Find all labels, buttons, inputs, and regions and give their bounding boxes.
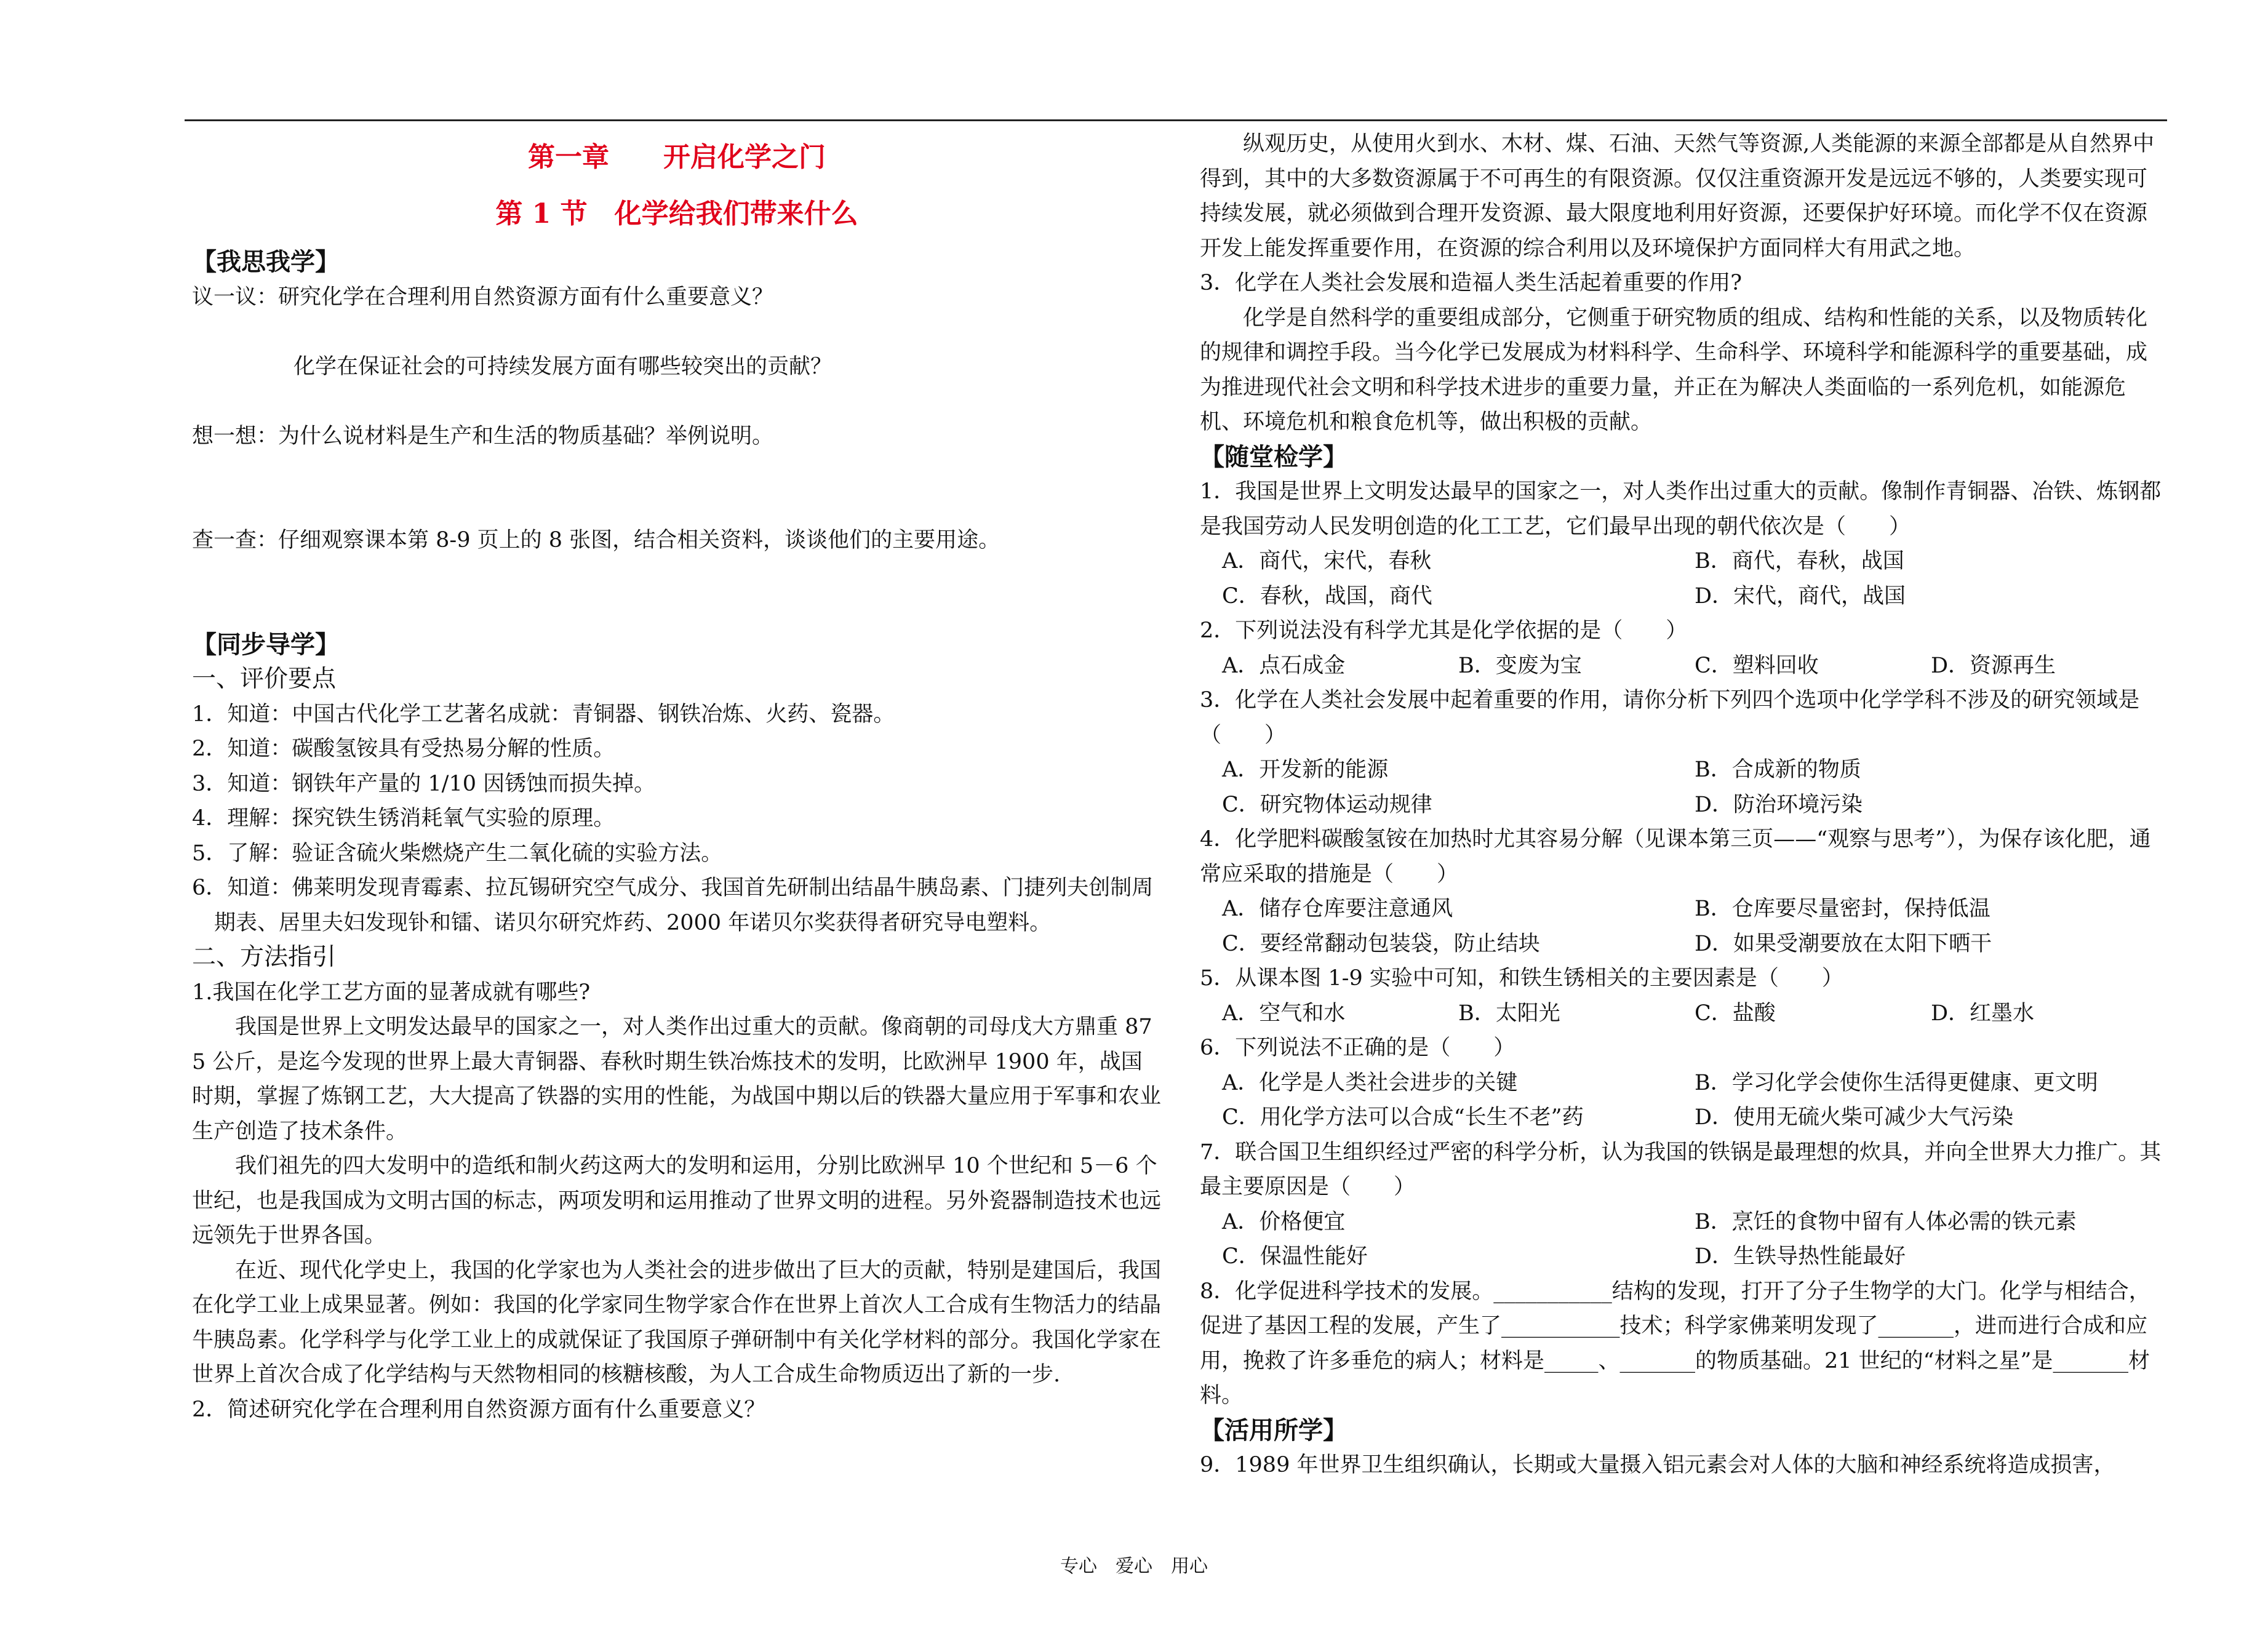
point-item: 5．了解：验证含硫火柴燃烧产生二氧化硫的实验方法。 bbox=[192, 841, 723, 866]
question-3: 3．化学在人类社会发展和造福人类生活起着重要的作用? bbox=[1200, 271, 1743, 295]
left-column bbox=[192, 127, 1162, 1427]
paragraph-inventions: 我们祖先的四大发明中的造纸和制火药这两大的发明和运用，分别比欧洲早 10 个世纪和 5－6 个世纪，也是我国成为文明古国的标志，两项发明和运用推动了世界文明的进程。另外瓷器制造技术也远远领先于世界各国。 bbox=[192, 1154, 1162, 1248]
exercise-7-options bbox=[1200, 1239, 2167, 1274]
exercise-4: 4．化学肥料碳酸氢铵在加热时尤其容易分解（见课本第三页——“观察与思考”），为保存该化肥，通常应采取的措施是（ ） bbox=[1200, 827, 2151, 887]
exercise-7: 7．联合国卫生组织经过严密的科学分析，认为我国的铁锅是最理想的炊具，并向全世界大力推广。其最主要原因是（ ） bbox=[1200, 1140, 2162, 1199]
option-c: C．塑料回收 bbox=[1695, 653, 1819, 678]
exercise-8: 8．化学促进科学技术的发展。___________结构的发现，打开了分子生物学的大门。化学与相结合，促进了基因工程的发展，产生了___________技术；科学家佛莱明发现了_______，进而进行合成和应用，挽救了许多垂危的病人；材料是_____、_______的物质基础。21 世纪的“材料之星”是_______材料。 bbox=[1200, 1279, 2150, 1408]
think-header: 【我思我学】 bbox=[192, 247, 340, 276]
option-c: C．要经常翻动包装袋，防止结块 bbox=[1222, 931, 1540, 956]
option-a: A．储存仓库要注意通风 bbox=[1222, 897, 1453, 921]
option-d: D．如果受潮要放在太阳下晒干 bbox=[1695, 931, 1992, 956]
section-title: 第 1 节 化学给我们带来什么 bbox=[495, 198, 858, 230]
exercise-5-options bbox=[1200, 996, 2167, 1031]
exercise-3: 3．化学在人类社会发展中起着重要的作用，请你分析下列四个选项中化学学科不涉及的研究领域是 （ ） bbox=[1200, 688, 2183, 748]
option-c: C．盐酸 bbox=[1695, 1001, 1776, 1026]
option-a: A．化学是人类社会进步的关键 bbox=[1222, 1070, 1518, 1095]
point-item: 4．理解：探究铁生锈消耗氧气实验的原理。 bbox=[192, 806, 615, 831]
exercise-1-options bbox=[1200, 544, 2167, 579]
option-c: C．研究物体运动规律 bbox=[1222, 792, 1432, 817]
option-c: C．保温性能好 bbox=[1222, 1244, 1368, 1269]
option-c: C．春秋，战国，商代 bbox=[1222, 583, 1432, 609]
option-b: B．学习化学会使你生活得更健康、更文明 bbox=[1695, 1070, 2098, 1095]
exercise-7-options bbox=[1200, 1205, 2167, 1240]
exercise-6-options bbox=[1200, 1100, 2167, 1135]
exercise-1-options bbox=[1200, 579, 2167, 614]
practice-header: 【随堂检学】 bbox=[1200, 442, 1348, 471]
paragraph-modern: 在近、现代化学史上，我国的化学家也为人类社会的进步做出了巨大的贡献，特别是建国后，我国在化学工业上成果显著。例如：我国的化学家同生物学家合作在世界上首次人工合成有生物活力的结晶牛胰岛素。化学科学与化学工业上的成就保证了我国原子弹研制中有关化学材料的部分。我国化学家在世界上首次合成了化学结构与天然物相同的核糖核酸，为人工合成生命物质迈出了新的一步. bbox=[192, 1258, 1162, 1387]
exercise-6-options bbox=[1200, 1066, 2167, 1101]
exercise-1: 1．我国是世界上文明发达最早的国家之一，对人类作出过重大的贡献。像制作青铜器、冶铁、炼钢都是我国劳动人民发明创造的化工工艺，它们最早出现的朝代依次是（ ） bbox=[1200, 479, 2162, 539]
points-header: 一、评价要点 bbox=[192, 665, 337, 693]
option-b: B．合成新的物质 bbox=[1695, 757, 1861, 782]
exercise-5: 5．从课本图 1-9 实验中可知，和铁生锈相关的主要因素是（ ） bbox=[1200, 966, 1843, 991]
option-a: A．开发新的能源 bbox=[1222, 757, 1389, 782]
option-c: C．用化学方法可以合成“长生不老”药 bbox=[1222, 1105, 1584, 1130]
exercise-2-options bbox=[1200, 649, 2167, 684]
paragraph-resources: 纵观历史，从使用火到水、木材、煤、石油、天然气等资源,人类能源的来源全部都是从自然界中得到，其中的大多数资源属于不可再生的有限资源。仅仅注重资源开发是远远不够的，人类要实现可持续发展，就必须做到合理开发资源、最大限度地利用好资源，还要保护好环境。而化学不仅在资源开发上能发挥重要作用，在资源的综合利用以及环境保护方面同样大有用武之地。 bbox=[1200, 132, 2155, 261]
header-rule bbox=[185, 119, 2167, 121]
apply-header: 【活用所学】 bbox=[1200, 1415, 1348, 1445]
question-1: 1.我国在化学工艺方面的显著成就有哪些? bbox=[192, 980, 591, 1005]
exercise-4-options bbox=[1200, 892, 2167, 927]
exercise-3-options bbox=[1200, 753, 2167, 788]
option-b: B．太阳光 bbox=[1458, 1001, 1560, 1026]
option-d: D．生铁导热性能最好 bbox=[1695, 1244, 1906, 1269]
point-item: 2．知道：碳酸氢铵具有受热易分解的性质。 bbox=[192, 737, 615, 761]
option-d: D．红墨水 bbox=[1931, 1001, 2035, 1026]
option-d: D．防治环境污染 bbox=[1695, 792, 1863, 817]
option-a: A．价格便宜 bbox=[1222, 1209, 1346, 1234]
question-2: 2．简述研究化学在合理利用自然资源方面有什么重要意义？ bbox=[192, 1397, 766, 1422]
option-a: A．商代，宋代，春秋 bbox=[1222, 549, 1432, 573]
page-footer: 专心 爱心 用心 bbox=[1060, 1556, 1208, 1577]
exercise-6: 6．下列说法不正确的是（ ） bbox=[1200, 1036, 1515, 1060]
option-b: B．商代，春秋，战国 bbox=[1695, 549, 1904, 573]
discuss-question-2: 化学在保证社会的可持续发展方面有哪些较突出的贡献？ bbox=[293, 354, 833, 379]
exercise-2: 2．下列说法没有科学尤其是化学依据的是（ ） bbox=[1200, 618, 1688, 643]
option-b: B．变废为宝 bbox=[1458, 653, 1582, 678]
option-d: D．使用无硫火柴可减少大气污染 bbox=[1695, 1105, 2014, 1130]
paragraph-bronze: 我国是世界上文明发达最早的国家之一，对人类作出过重大的贡献。像商朝的司母戊大方鼎重 875 公斤，是迄今发现的世界上最大青铜器、春秋时期生铁冶炼技术的发明，比欧洲早 1900 年，战国时期，掌握了炼钢工艺，大大提高了铁器的实用的性能，为战国中期以后的铁器大量应用于军事和农业生产创造了技术条件。 bbox=[192, 1015, 1162, 1144]
think-question: 想一想：为什么说材料是生产和生活的物质基础？举例说明。 bbox=[192, 423, 774, 449]
chapter-title: 第一章 开启化学之门 bbox=[528, 142, 826, 173]
option-b: B．仓库要尽量密封，保持低温 bbox=[1695, 897, 1990, 921]
exercise-3-options bbox=[1200, 788, 2167, 823]
option-a: A．点石成金 bbox=[1222, 653, 1346, 678]
exercise-9: 9．1989 年世界卫生组织确认，长期或大量摄入铝元素会对人体的大脑和神经系统将造成损害， bbox=[1200, 1453, 2115, 1477]
option-b: B．烹饪的食物中留有人体必需的铁元素 bbox=[1695, 1209, 2077, 1234]
right-column bbox=[1200, 127, 2183, 1483]
discuss-question-1: 议一议：研究化学在合理利用自然资源方面有什么重要意义？ bbox=[192, 284, 774, 310]
exercise-4-options bbox=[1200, 927, 2167, 962]
method-header: 二、方法指引 bbox=[192, 943, 337, 971]
option-a: A．空气和水 bbox=[1222, 1001, 1346, 1026]
point-item: 1．知道：中国古代化学工艺著名成就：青铜器、钢铁冶炼、火药、瓷器。 bbox=[192, 701, 895, 727]
point-item: 6．知道：佛莱明发现青霉素、拉瓦锡研究空气成分、我国首先研制出结晶牛胰岛素、门捷列夫创制周期表、居里夫妇发现钋和镭、诺贝尔研究炸药、2000 年诺贝尔奖获得者研究导电塑料。 bbox=[192, 876, 1154, 935]
option-d: D．宋代，商代，战国 bbox=[1695, 583, 1906, 609]
check-question: 查一查：仔细观察课本第 8-9 页上的 8 张图，结合相关资料，谈谈他们的主要用途。 bbox=[192, 528, 1000, 553]
point-item: 3．知道：钢铁年产量的 1/10 因锈蚀而损失掉。 bbox=[192, 771, 656, 796]
guide-header: 【同步导学】 bbox=[192, 629, 340, 659]
option-d: D．资源再生 bbox=[1931, 653, 2056, 678]
paragraph-science: 化学是自然科学的重要组成部分，它侧重于研究物质的组成、结构和性能的关系，以及物质转化的规律和调控手段。当今化学已发展成为材料科学、生命科学、环境科学和能源科学的重要基础，成为推进现代社会文明和科学技术进步的重要力量，并正在为解决人类面临的一系列危机，如能源危机、环境危机和粮食危机等，做出积极的贡献。 bbox=[1200, 305, 2148, 434]
